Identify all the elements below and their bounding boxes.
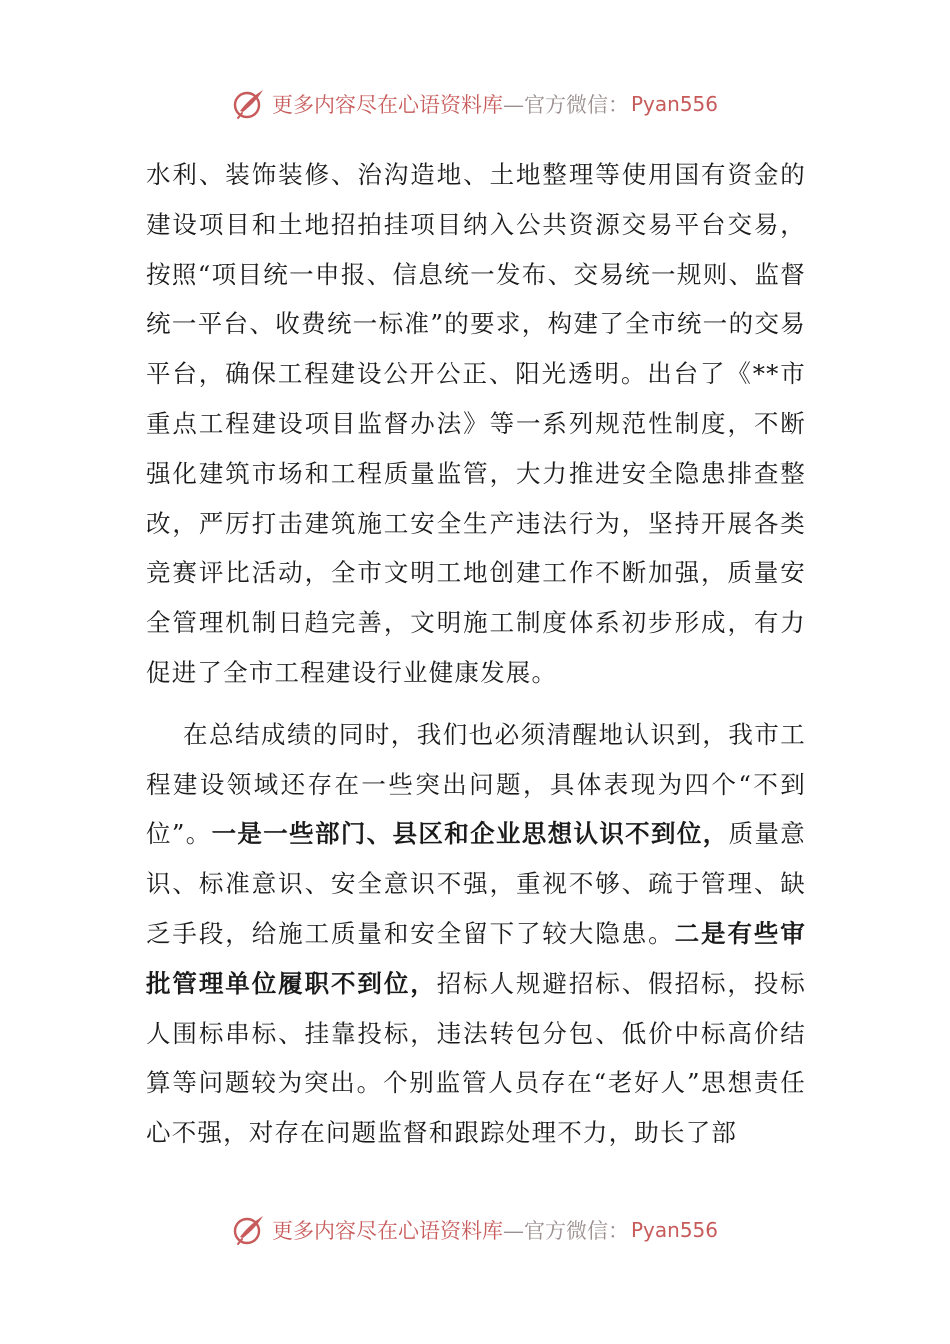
document-body bbox=[146, 150, 806, 1158]
point-1-text: 质量意识、标准意识、安全意识不强，重视不够、疏于管理、缺乏手段，给施工质量和安全留下了较大隐患。 bbox=[146, 819, 806, 948]
header-watermark-banner bbox=[0, 84, 950, 124]
paragraph-1: 水利、装饰装修、治沟造地、土地整理等使用国有资金的建设项目和土地招拍挂项目纳入公共资源交易平台交易，按照“项目统一申报、信息统一发布、交易统一规则、监督统一平台、收费统一标准”的要求，构建了全市统一的交易平台，确保工程建设公开公正、阳光透明。出台了《**市重点工程建设项目监督办法》等一系列规范性制度，不断强化建筑市场和工程质量监管，大力推进安全隐患排查整改，严厉打击建筑施工安全生产违法行为，坚持开展各类竞赛评比活动，全市文明工地创建工作不断加强，质量安全管理机制日趋完善，文明施工制度体系初步形成，有力促进了全市工程建设行业健康发展。 bbox=[146, 160, 806, 687]
banner-text: 更多内容尽在心语资料库 bbox=[271, 93, 503, 117]
banner-separator: —官方微信： bbox=[502, 1219, 629, 1243]
quill-logo-icon bbox=[232, 1213, 266, 1247]
banner-wechat-id: Pyan556 bbox=[630, 92, 718, 116]
paragraph-2-intro: 在总结成绩的同时，我们也必须清醒地认识到，我市工程建设领域还存在一些突出问题，具体表现为四个“不到位”。 bbox=[146, 719, 806, 849]
banner-separator: —官方微信： bbox=[502, 93, 629, 117]
footer-watermark-banner bbox=[0, 1210, 950, 1250]
point-2-text: 招标人规避招标、假招标，投标人围标串标、挂靠投标，违法转包分包、低价中标高价结算等问题较为突出。个别监管人员存在“老好人”思想责任心不强，对存在问题监督和跟踪处理不力，助长了部 bbox=[146, 968, 806, 1148]
point-1-heading: 一是一些部门、县区和企业思想认识不到位， bbox=[211, 819, 729, 849]
banner-wechat-id: Pyan556 bbox=[630, 1218, 718, 1242]
point-2-heading: 二是有些审批管理单位履职不到位， bbox=[146, 918, 807, 998]
quill-logo-icon bbox=[232, 87, 266, 121]
banner-text: 更多内容尽在心语资料库 bbox=[271, 1219, 503, 1243]
paragraph-2 bbox=[146, 710, 806, 1158]
